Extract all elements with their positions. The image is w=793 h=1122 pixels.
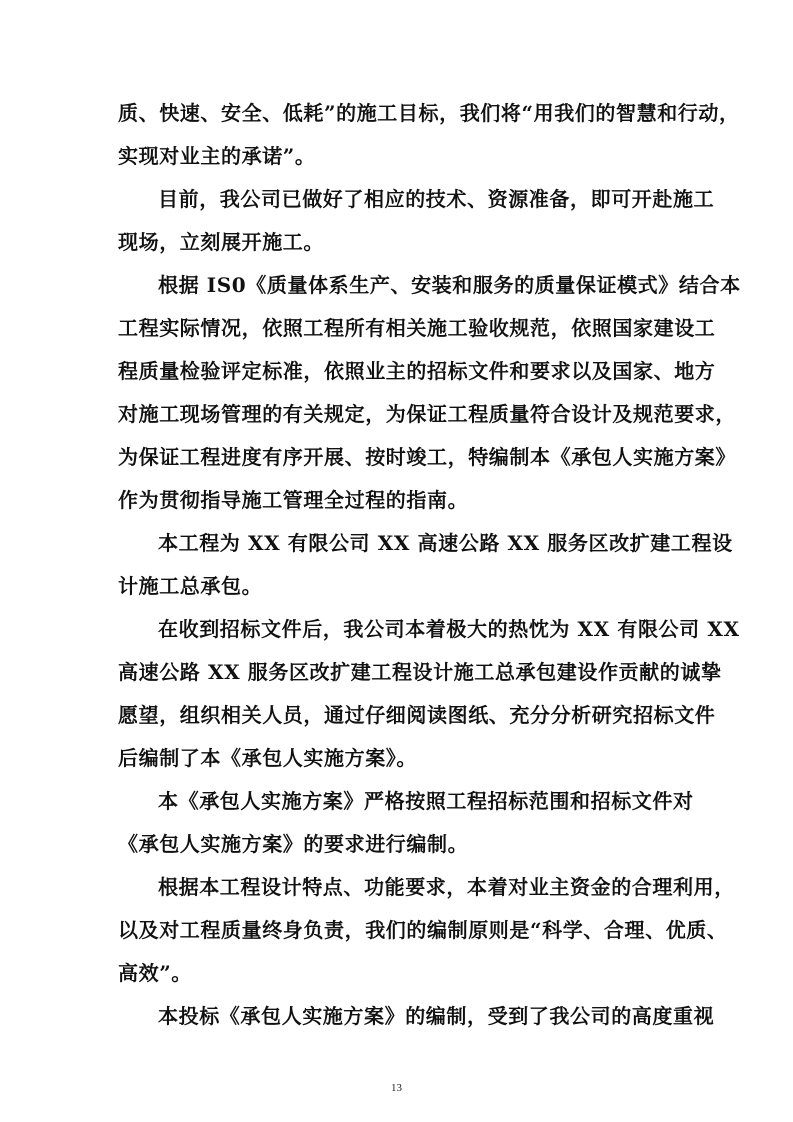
- paragraph-line: 现场，立刻展开施工。: [118, 230, 324, 254]
- paragraph-line: 《承包人实施方案》的要求进行编制。: [118, 832, 469, 856]
- paragraph-line: 计施工总承包。: [118, 574, 263, 598]
- paragraph-line: 高速公路 XX 服务区改扩建工程设计施工总承包建设作贡献的诚挚: [118, 660, 722, 684]
- paragraph-first-line: 根据 IS0《质量体系生产、安装和服务的质量保证模式》结合本: [158, 273, 741, 297]
- paragraph-line: 高效”。: [118, 961, 192, 985]
- paragraph-line: 愿望，组织相关人员，通过仔细阅读图纸、充分分析研究招标文件: [118, 703, 716, 727]
- document-body: [118, 92, 741, 1038]
- paragraph-first-line: 本工程为 XX 有限公司 XX 高速公路 XX 服务区改扩建工程设: [158, 531, 733, 555]
- paragraph-line: 质、快速、安全、低耗”的施工目标，我们将“用我们的智慧和行动，: [118, 101, 740, 125]
- paragraph-line: 程质量检验评定标准，依照业主的招标文件和要求以及国家、地方: [118, 359, 716, 383]
- paragraph-first-line: 本《承包人实施方案》严格按照工程招标范围和招标文件对: [158, 789, 694, 813]
- paragraph-line: 实现对业主的承诺”。: [118, 144, 316, 168]
- paragraph-first-line: 在收到招标文件后，我公司本着极大的热忱为 XX 有限公司 XX: [158, 617, 740, 641]
- paragraph-first-line: 本投标《承包人实施方案》的编制，受到了我公司的高度重视: [158, 1004, 715, 1028]
- page-number: 13: [391, 1082, 402, 1094]
- paragraph-line: 对施工现场管理的有关规定，为保证工程质量符合设计及规范要求，: [118, 402, 736, 426]
- paragraph-line: 后编制了本《承包人实施方案》。: [118, 746, 417, 770]
- paragraph-line: 作为贯彻指导施工管理全过程的指南。: [118, 488, 469, 512]
- paragraph-first-line: 目前，我公司已做好了相应的技术、资源准备，即可开赴施工: [158, 187, 715, 211]
- paragraph-line: 以及对工程质量终身负责，我们的编制原则是“科学、合理、优质、: [118, 918, 728, 942]
- paragraph-line: 工程实际情况，依照工程所有相关施工验收规范，依照国家建设工: [118, 316, 716, 340]
- paragraph-first-line: 根据本工程设计特点、功能要求，本着对业主资金的合理利用，: [158, 875, 735, 899]
- paragraph-line: 为保证工程进度有序开展、按时竣工，特编制本《承包人实施方案》: [118, 445, 736, 469]
